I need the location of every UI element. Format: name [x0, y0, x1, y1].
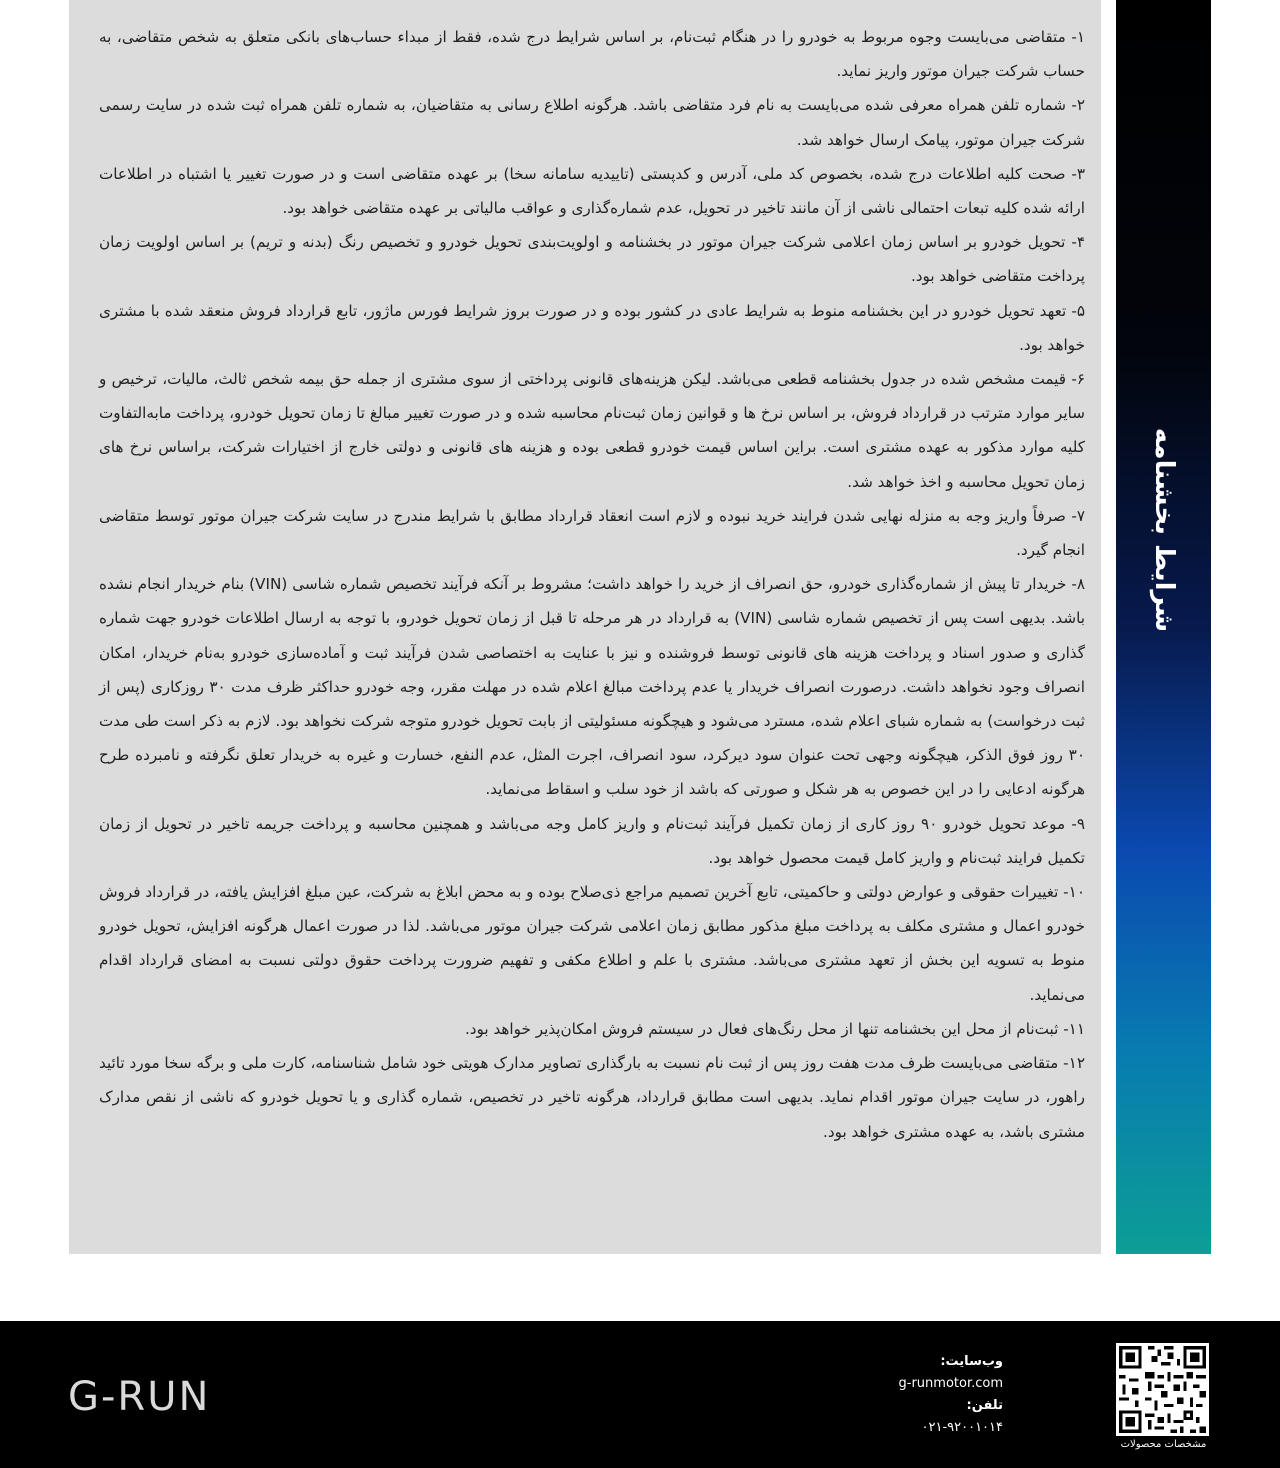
section-sidebar	[1116, 0, 1211, 1254]
term-item-10: ۱۰- تغییرات حقوقی و عوارض دولتی و حاکمیتی، تابع آخرین تصمیم مراجع ذی‌صلاح بوده و به محض ابلاغ به شرکت، عین مبلغ افزایش یافته، در قرارداد فروش خودرو اعمال و مشتری مکلف به پرداخت مبلغ مذکور مطابق زمان اعلامی شرکت جیران موتور می‌باشد. لذا در صورت اعمال هرگونه افزایش، تحویل خودرو منوط به تسویه این بخش از تعهد مشتری می‌باشد. مشتری با علم و اطلاع مکفی و تفهیم ضرورت پرداخت حقوق دولتی نسبت به امضای قرارداد اقدام می‌نماید.	[99, 883, 1085, 1004]
qr-block	[1116, 1343, 1211, 1450]
phone-number: ۰۲۱-۹۲۰۰۱۰۱۴	[921, 1420, 1003, 1435]
phone-label: تلفن:	[966, 1398, 1003, 1413]
term-item-7: ۷- صرفاً واریز وجه به منزله نهایی شدن فرایند خرید نبوده و لازم است انعقاد قرارداد مطابق با شرایط مندرج در سایت شرکت جیران موتور توسط متقاضی انجام گیرد.	[99, 506, 1085, 560]
term-item-3: ۳- صحت کلیه اطلاعات درج شده، بخصوص کد ملی، آدرس و کدپستی (تاییدیه سامانه سخا) بر عهده متقاضی است و در صورت تغییر یا اشتباه در اطلاعات ارائه شده کلیه تبعات احتمالی ناشی از آن مانند تاخیر در تحویل، عدم شماره‌گذاری و عواقب مالیاتی بر عهده متقاضی خواهد بود.	[99, 164, 1085, 218]
website-link[interactable]: g-runmotor.com	[898, 1376, 1003, 1391]
qr-code-icon[interactable]	[1116, 1343, 1209, 1436]
term-item-1: ۱- متقاضی می‌بایست وجوه مربوط به خودرو را در هنگام ثبت‌نام، بر اساس شرایط درج شده، فقط از مبداء حساب‌های بانکی متعلق به شخص متقاضی، به حساب شرکت جیران موتور واریز نماید.	[99, 28, 1085, 81]
section-title: شرایط بخشنامه	[1148, 427, 1179, 633]
term-item-6: ۶- قیمت مشخص شده در جدول بخشنامه قطعی می‌باشد. لیکن هزینه‌های قانونی پرداختی از سوی مشتری از جمله حق بیمه شخص ثالث، مالیات، ترخیص و سایر موارد مترتب در قرارداد فروش، بر اساس نرخ ها و قوانین زمان ثبت‌نام محاسبه شده و در صورت تغییر مبالغ تا زمان تحویل خودرو، پرداخت مابه‌التفاوت کلیه موارد مذکور به عهده مشتری است. براین اساس قیمت خودرو قطعی بوده و هزینه های قانونی و دولتی خارج از اختیارات شرکت، براساس نرخ های زمان تحویل محاسبه و اخذ خواهد شد.	[99, 370, 1085, 491]
qr-caption: مشخصات محصولات	[1120, 1439, 1207, 1450]
terms-list	[99, 20, 1085, 1149]
term-item-11: ۱۱- ثبت‌نام از محل این بخشنامه تنها از محل رنگ‌های فعال در سیستم فروش امکان‌پذیر خواهد بود.	[464, 1019, 1085, 1038]
term-item-9: ۹- موعد تحویل خودرو ۹۰ روز کاری از زمان تکمیل فرآیند ثبت‌نام و واریز کامل وجه می‌باشد و همچنین محاسبه و پرداخت جریمه تاخیر در تحویل از زمان تکمیل فرایند ثبت‌نام و واریز کامل قیمت محصول خواهد بود.	[99, 814, 1085, 867]
term-item-4: ۴- تحویل خودرو بر اساس زمان اعلامی شرکت جیران موتور در بخشنامه و اولویت‌بندی تحویل خودرو و تخصیص رنگ (بدنه و تریم) بر اساس اولویت زمان پرداخت متقاضی خواهد بود.	[99, 233, 1085, 286]
brand-logo: G-RUN	[68, 1374, 211, 1420]
terms-panel	[69, 0, 1101, 1254]
term-item-12: ۱۲- متقاضی می‌بایست ظرف مدت هفت روز پس از ثبت نام نسبت به بارگذاری تصاویر مدارک هویتی خود شامل شناسنامه، کارت ملی و برگه سخا مورد تائید راهور، در سایت جیران موتور اقدام نماید. بدیهی است مطابق قرارداد، هرگونه تاخیر در تخصیص، شماره گذاری و یا تحویل خودرو که ناشی از نقص مدارک مشتری باشد، به عهده مشتری خواهد بود.	[99, 1054, 1085, 1141]
term-item-5: ۵- تعهد تحویل خودرو در این بخشنامه منوط به شرایط عادی در کشور بوده و در صورت بروز شرایط فورس ماژور، تابع قرارداد فروش منعقد شده با مشتری خواهد بود.	[99, 301, 1085, 354]
footer	[0, 1321, 1280, 1468]
contact-info	[803, 1351, 1003, 1439]
website-label: وب‌سایت:	[940, 1354, 1003, 1369]
term-item-2: ۲- شماره تلفن همراه معرفی شده می‌بایست به نام فرد متقاضی باشد. هرگونه اطلاع رسانی به متقاضیان، به شماره تلفن همراه ثبت شده در سایت رسمی شرکت جیران موتور، پیامک ارسال خواهد شد.	[99, 96, 1085, 149]
term-item-8: ۸- خریدار تا پیش از شماره‌گذاری خودرو، حق انصراف از خرید را خواهد داشت؛ مشروط بر آنکه فرآیند تخصیص شماره شاسی (VIN) بنام خریدار انجام نشده باشد. بدیهی است پس از تخصیص شماره شاسی (VIN) به قرارداد در هر مرحله تا قبل از زمان تحویل خودرو، با توجه به ارسال اطلاعات خودرو جهت شماره گذاری و صدور اسناد و پرداخت هزینه های قانونی توسط فروشنده و نیز با عنایت به اختصاصی شدن فرآیند ثبت و آماده‌سازی خودرو به‌نام خریدار، امکان انصراف وجود نخواهد داشت. درصورت انصراف خریدار یا عدم پرداخت مبالغ اعلام شده در مهلت مقرر، وجه خودرو حداکثر ظرف مدت ۳۰ روزکاری (پس از ثبت درخواست) به شماره شبای اعلام شده، مسترد می‌شود و هیچگونه مسئولیتی از بابت تحویل خودرو متوجه شرکت نخواهد بود. لازم به ذکر است طی مدت ۳۰ روز فوق الذکر، هیچگونه وجهی تحت عنوان سود دیرکرد، سود انصراف، اجرت المثل، عدم النفع، خسارت و غیره به خریدار تعلق نگرفته و نامبرده طرح هرگونه ادعایی را در این خصوص به هر شکل و صورتی که باشد از خود سلب و اسقاط می‌نماید.	[99, 575, 1085, 799]
